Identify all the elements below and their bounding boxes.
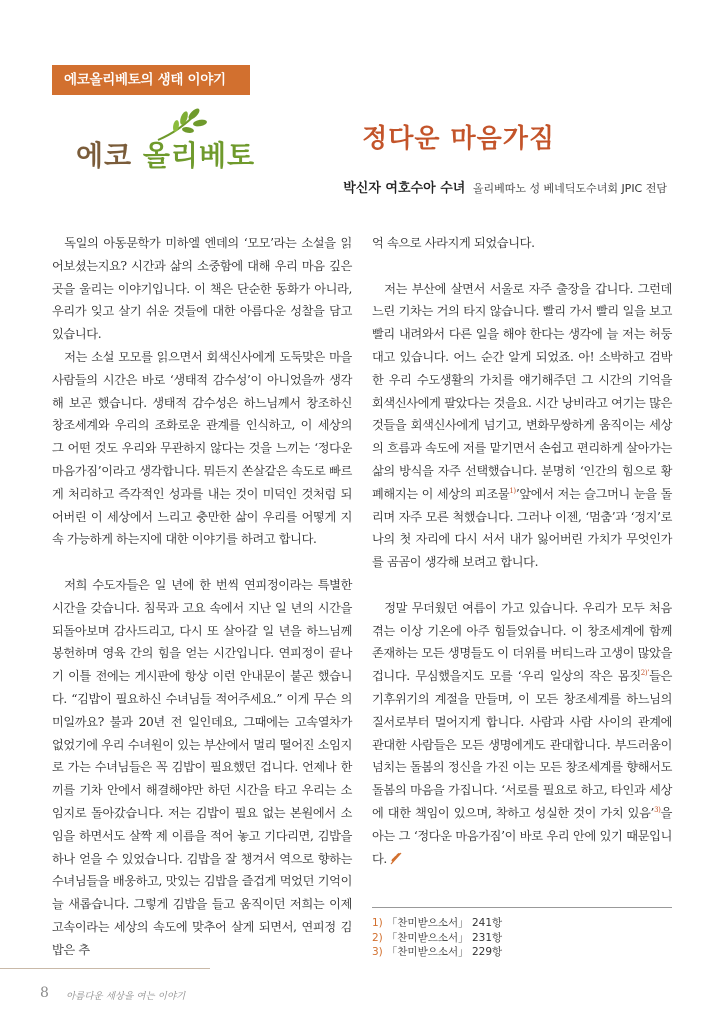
- logo-text: [76, 134, 255, 174]
- paragraph-text: 을 아는 그 ‘정다운 마음가짐’이 바로 우리 안에 있기 때문입니다.: [372, 805, 672, 866]
- footnote-text: 「찬미받으소서」 241항: [386, 917, 503, 929]
- article-title: 정다운 마음가짐: [362, 124, 555, 154]
- body-column-right: [372, 232, 672, 870]
- byline: [343, 177, 667, 196]
- footnote-number: 1): [372, 917, 383, 929]
- paragraph: 저희 수도자들은 일 년에 한 번씩 연피정이라는 특별한 시간을 갖습니다. 침묵과 고요 속에서 지난 일 년의 시간을 되돌아보며 감사드리고, 다시 또 살아갈 일 년을 하느님께 봉헌하며 영육 간의 힘을 얻는 시간입니다. 연피정이 끝나기 이틀 전에는 게시판에 항상 이런 안내문이 붙곤 했습니다. “김밥이 필요하신 수녀님들 적어주세요.” 이게 무슨 의미일까요? 불과 20년 전 일인데요, 그때에는 고속열차가 없었기에 우리 수녀원이 있는 부산에서 멀리 떨어진 소임지로 가는 수녀님들은 꼭 김밥이 필요했던 겁니다. 언제나 한 끼를 기차 안에서 해결해야만 하던 시간을 타고 우리는 소임지로 돌아갔습니다. 저는 김밥이 필요 없는 본원에서 소임을 하면서도 살짝 제 이름을 적어 놓고 기다리면, 김밥을 하나 얻을 수 있었습니다. 김밥을 잘 챙겨서 역으로 향하는 수녀님들을 배웅하고, 맛있는 김밥을 즐겁게 먹었던 기억이 늘 새롭습니다. 그렇게 김밥을 들고 움직이던 저희는 이제 고속이라는 세상의 속도에 맞추어 살게 되면서, 연피정 김밥은 추: [52, 577, 352, 957]
- body-column-left: [52, 232, 352, 962]
- wheat-end-icon: [389, 851, 403, 865]
- footnote-number: 3): [372, 946, 383, 958]
- paragraph: 독일의 아동문학가 미하엘 엔데의 ‘모모’라는 소설을 읽어보셨는지요? 시간과 삶의 소중함에 대해 우리 마음 깊은 곳을 울리는 이야기입니다. 이 책은 단순한 동화가 아니라, 우리가 잊고 살기 쉬운 것들에 대한 아름다운 성찰을 담고 있습니다.: [52, 236, 352, 342]
- footnote-ref-2: 2)’: [640, 669, 650, 678]
- footnote: [372, 916, 672, 931]
- author-name: 박신자 여호수아 수녀: [343, 181, 466, 196]
- quote-mark: ’: [650, 805, 655, 820]
- paragraph-text: 정말 무더웠던 여름이 가고 있습니다. 우리가 모두 처음 겪는 이상 기온에 아주 힘들었습니다. 이 창조세계에 함께 존재하는 모든 생명들도 이 더위를 버티느라 고생이 많았을 겁니다. 무심했을지도 모를 ‘우리 일상의 작은 몸짓: [372, 600, 672, 684]
- footnote-ref-3: 3): [654, 805, 661, 814]
- footer-title: 아름다운 세상을 여는 이야기: [66, 991, 186, 1002]
- footnote-text: 「찬미받으소서」 229항: [386, 946, 503, 958]
- author-affiliation: 올리베따노 성 베네딕도수녀회 JPIC 전담: [472, 182, 667, 195]
- paragraph: 저는 소설 모모를 읽으면서 회색신사에게 도둑맞은 마을 사람들의 시간은 바로 ‘생태적 감수성’이 아니었을까 생각해 보곤 했습니다. 생태적 감수성은 하느님께서 창조하신 창조세계와 우리의 조화로운 관계를 인식하고, 이 세상의 그 어떤 것도 우리와 무관하지 않다는 것을 느끼는 ‘정다운 마음가짐’이라고 생각합니다. 뭐든지 쏜살같은 속도로 빠르게 처리하고 즉각적인 성과를 내는 것이 미덕인 것처럼 되어버린 이 세상에서 느리고 충만한 삶이 우리를 어떻게 지속 가능하게 하는지에 대한 이야기를 하려고 합니다.: [52, 349, 352, 547]
- logo-text-a: 에코: [76, 139, 143, 172]
- paragraph: 억 속으로 사라지게 되었습니다.: [372, 236, 535, 250]
- paragraph-text: 앞에서 저는 슬그머니 눈을 돌리며 자주 모른 척했습니다. 그러나 이젠, ‘멈춤’과 ‘정지’로 나의 첫 자리에 다시 서서 내가 잃어버린 가치가 무엇인가를 곰곰이 생각해 보려고 합니다.: [372, 486, 672, 570]
- section-banner: 에코올리베토의 생태 이야기: [52, 65, 250, 95]
- paragraph-text: 들은 기후위기의 계절을 만들며, 이 모든 창조세계를 하느님의 질서로부터 멀어지게 합니다. 사람과 사람 사이의 관계에 관대한 사람들은 모든 생명에게도 관대합니다. 부드러움이 넘치는 돌봄의 정신을 가진 이는 모든 창조세계를 향해서도 돌봄의 마음을 가집니다. ‘서로를 필요로 하고, 타인과 세상에 대한 책임이 있으며, 착하고 성실한 것이 가치 있음: [372, 669, 672, 820]
- footer-divider: [0, 968, 210, 969]
- footnote-ref-1: 1): [509, 486, 516, 495]
- eco-oliveto-logo: [76, 108, 256, 172]
- quote-mark: ’: [515, 486, 520, 501]
- footnote: [372, 945, 672, 960]
- footnote: [372, 931, 672, 946]
- footnote-text: 「찬미받으소서」 231항: [386, 931, 503, 944]
- page-number: 8: [40, 985, 49, 1001]
- footnotes: [372, 907, 672, 960]
- footnote-number: 2): [372, 931, 383, 944]
- logo-text-b: 올리베토: [142, 139, 256, 172]
- paragraph: [372, 278, 672, 574]
- paragraph-text: 저는 부산에 살면서 서울로 자주 출장을 갑니다. 그런데 느린 기차는 거의 타지 않습니다. 빨리 가서 빨리 일을 보고 빨리 내려와서 다른 일을 해야 한다는 생각에 늘 저는 허둥대고 있습니다. 어느 순간 알게 되었죠. 아! 소박하고 검박한 우리 수도생활의 가치를 얘기해주던 그 시간의 기억을 회색신사에게 팔았다는 것을요. 시간 낭비라고 여기는 많은 것들을 회색신사에게 넘기고, 변화무쌍하게 움직이는 세상의 흐름과 속도에 저를 맡기면서 손쉽고 편리하게 살아가는 삶의 방식을 자주 선택했습니다. 분명히 ‘인간의 힘으로 황폐해지는 이 세상의 피조물: [372, 281, 672, 501]
- paragraph: [372, 597, 672, 871]
